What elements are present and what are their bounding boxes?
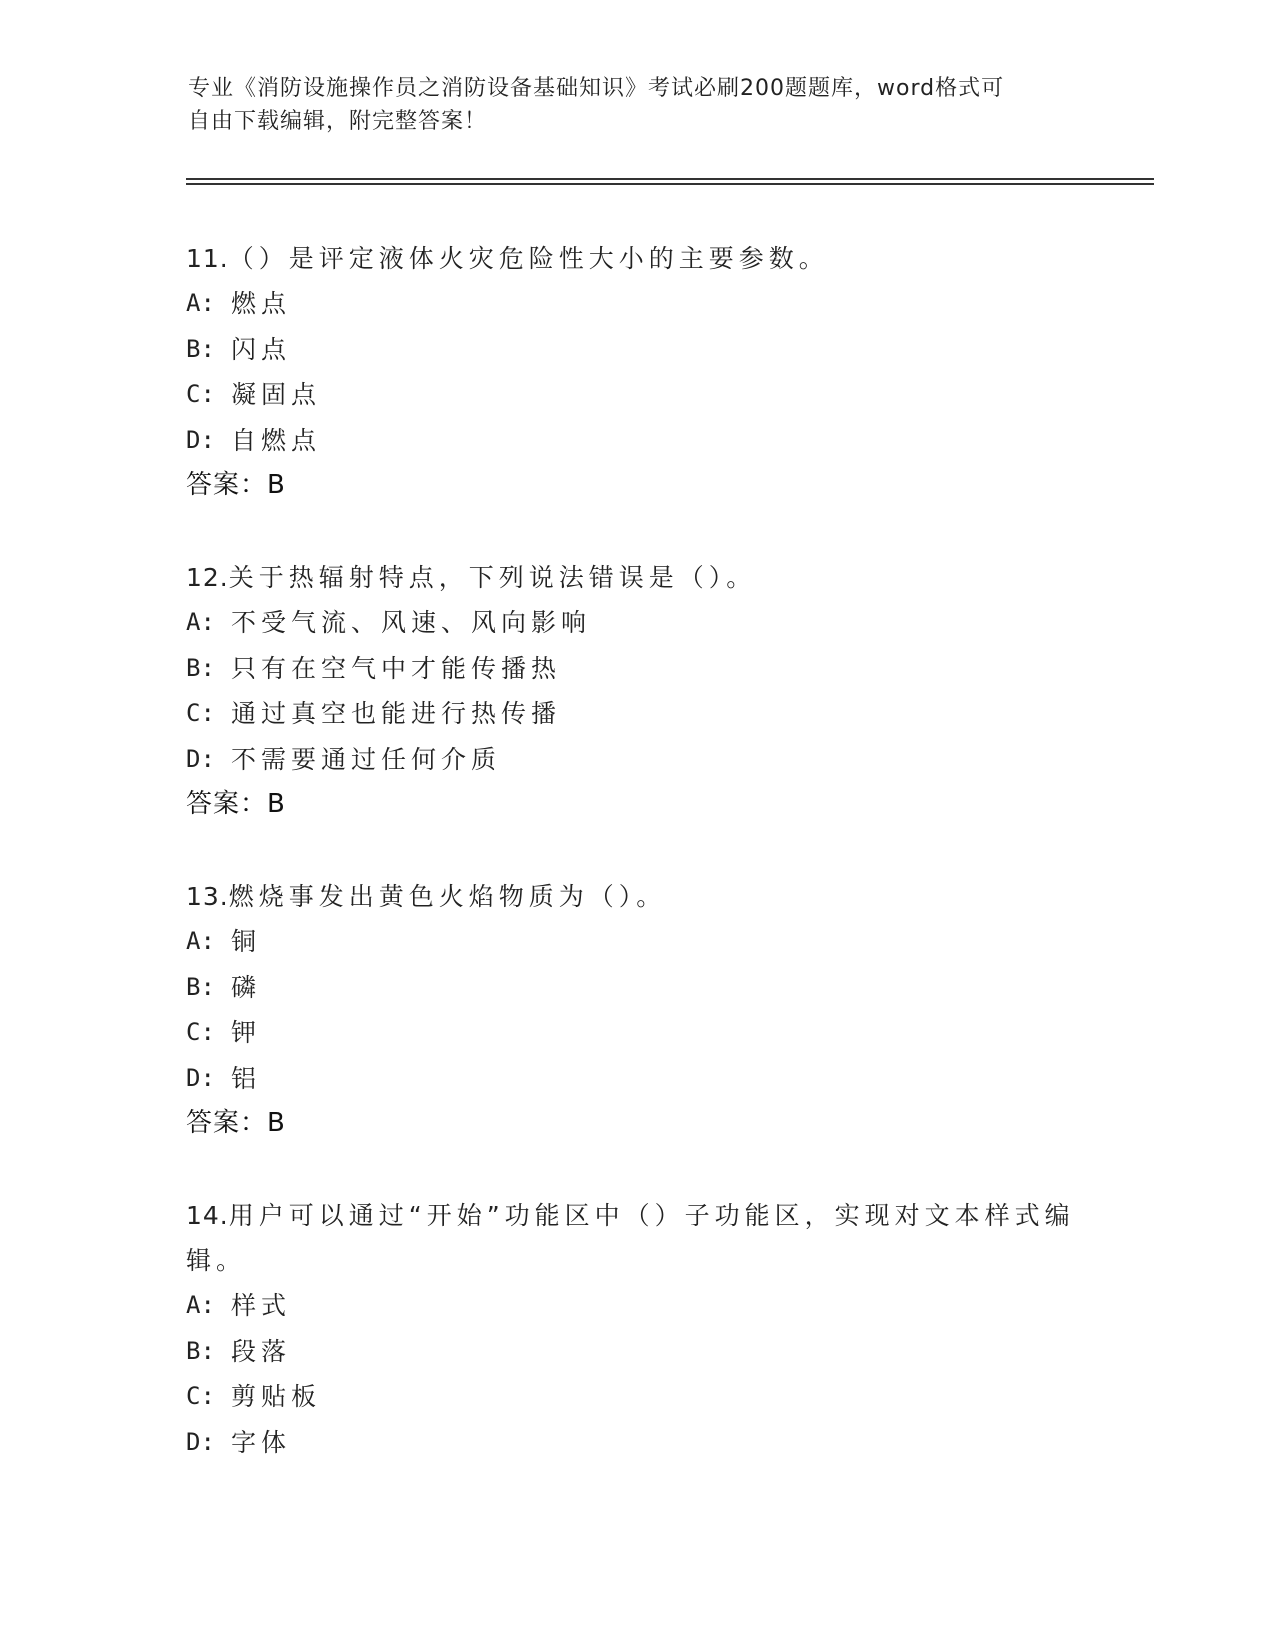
option-text: 铜 [231,927,262,956]
header-divider-top [186,178,1154,180]
answer-line: 答案：B [186,470,286,500]
answer-line: 答案：B [186,1108,286,1138]
option-text: 闪点 [231,334,292,364]
option-d [186,1056,1106,1102]
option-text: 字体 [231,1427,292,1457]
option-b [186,965,1106,1011]
header-line-1: 专业《消防设施操作员之消防设备基础知识》考试必刷200题题库，word格式可 [188,76,1005,101]
option-c [186,691,1106,737]
option-letter: C: [186,1382,215,1410]
option-text: 通过真空也能进行热传播 [231,699,562,728]
question-number: 12. [186,563,229,592]
option-text: 凝固点 [231,380,322,409]
option-d [186,418,1106,464]
option-c [186,1010,1106,1056]
question-text: 用户可以通过“开始”功能区中（）子功能区，实现对文本样式编辑。 [186,1201,1075,1275]
question-stem [186,555,1106,600]
option-text: 铝 [231,1063,262,1093]
question-14 [186,1193,1106,1465]
option-text: 自燃点 [231,425,322,455]
question-11 [186,236,1106,508]
question-text: 燃烧事发出黄色火焰物质为（）。 [228,882,667,911]
question-stem [186,236,1106,281]
option-a [186,1283,1106,1329]
option-letter: B: [186,334,215,363]
option-d [186,1420,1106,1466]
option-letter: A: [186,927,215,955]
question-12 [186,555,1106,827]
option-a [186,600,1106,646]
option-c [186,1374,1106,1420]
option-letter: D: [186,744,215,773]
question-13 [186,874,1106,1146]
option-b [186,327,1106,373]
option-letter: B: [186,653,215,682]
option-text: 样式 [231,1291,292,1320]
question-list [186,236,1106,1512]
option-text: 不受气流、风速、风向影响 [231,608,592,637]
option-letter: C: [186,380,215,408]
answer-line: 答案：B [186,789,286,819]
document-header [188,72,1068,138]
option-letter: B: [186,1336,215,1365]
header-line-2: 自由下载编辑，附完整答案！ [188,109,488,134]
option-text: 只有在空气中才能传播热 [231,653,562,683]
option-text: 燃点 [231,289,292,318]
option-b [186,1329,1106,1375]
question-text: （）是评定液体火灾危险性大小的主要参数。 [228,244,829,273]
question-number: 11. [186,244,229,273]
option-text: 不需要通过任何介质 [231,744,502,774]
option-a [186,919,1106,965]
option-a [186,281,1106,327]
option-letter: C: [186,1018,215,1046]
option-letter: A: [186,608,215,636]
option-letter: A: [186,289,215,317]
option-text: 钾 [231,1018,262,1047]
option-text: 剪贴板 [231,1382,322,1411]
option-d [186,737,1106,783]
question-number: 13. [186,882,229,911]
option-letter: B: [186,972,215,1001]
question-stem [186,874,1106,919]
option-letter: D: [186,425,215,454]
option-letter: C: [186,699,215,727]
option-letter: A: [186,1291,215,1319]
question-number: 14. [186,1201,229,1230]
question-text: 关于热辐射特点，下列说法错误是（）。 [228,563,757,592]
option-letter: D: [186,1427,215,1456]
option-text: 段落 [231,1336,292,1366]
header-divider-bottom [186,183,1154,185]
option-text: 磷 [231,972,262,1002]
option-c [186,372,1106,418]
option-letter: D: [186,1063,215,1092]
option-b [186,646,1106,692]
question-stem [186,1193,1106,1283]
